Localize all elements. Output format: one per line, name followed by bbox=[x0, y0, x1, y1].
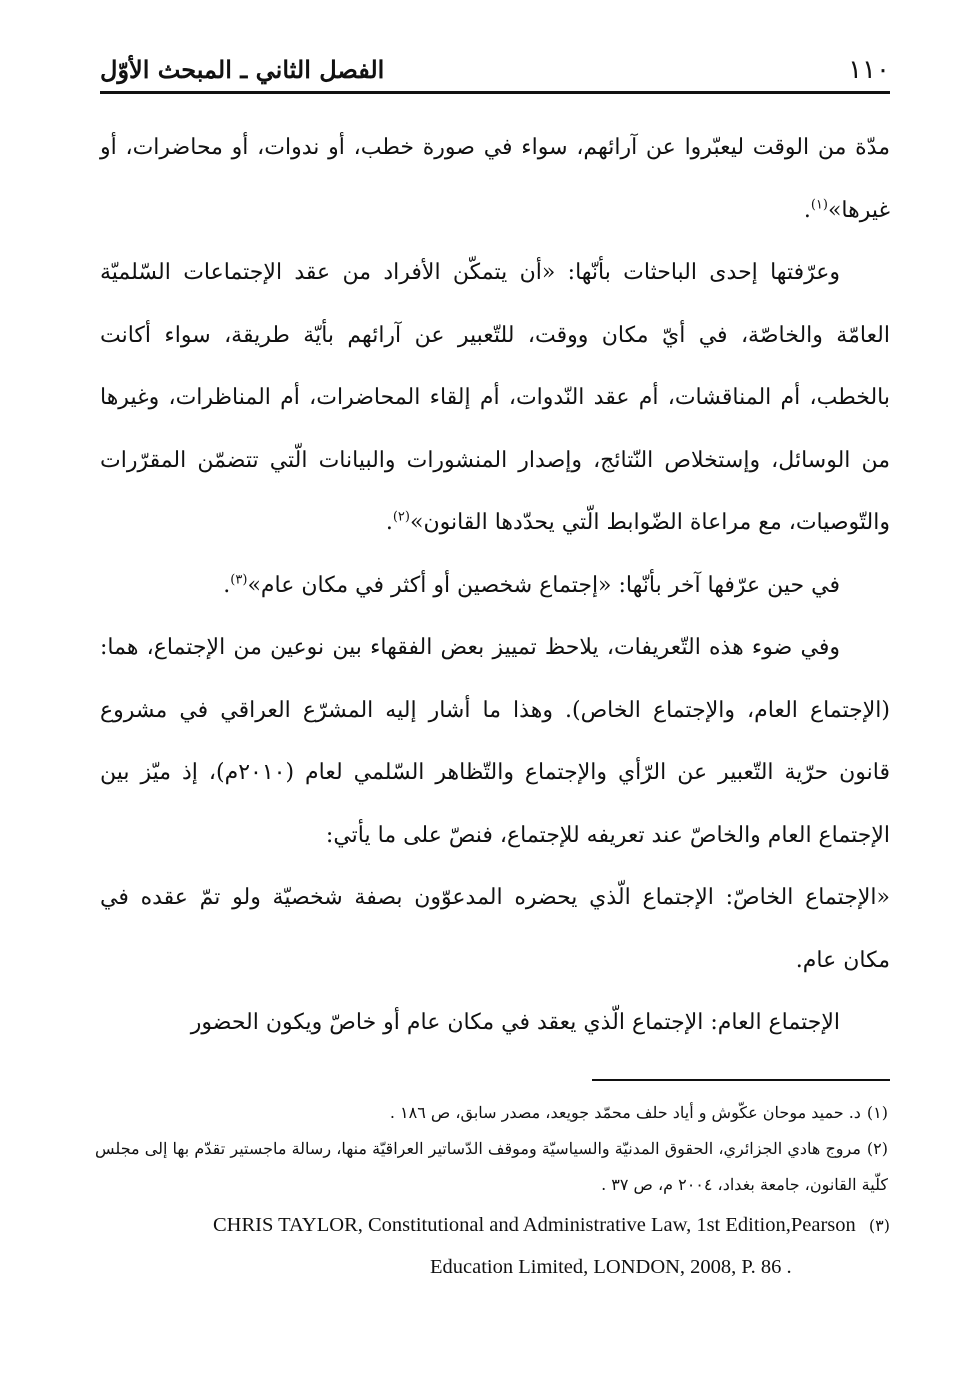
footnote-1-number: (١) bbox=[866, 1103, 888, 1122]
paragraph-1-end: . bbox=[803, 197, 811, 223]
footnote-ref-2: (٢) bbox=[392, 509, 410, 525]
main-text bbox=[100, 117, 890, 1055]
paragraph-6: الإجتماع العام: الإجتماع الّذي يعقد في مكان عام أو خاصّ ويكون الحضور bbox=[190, 1010, 840, 1035]
footnote-3-line-2: Education Limited, LONDON, 2008, P. 86 . bbox=[430, 1256, 792, 1278]
paragraph-4: وفي ضوء هذه التّعريفات، يلاحظ تمييز بعض الفقهاء بين نوعين من الإجتماع، هما: (الإجتماع العام، والإجتماع الخاص). وهذا ما أشار إليه المشرّع العراقي في مشروع قانون حرّية التّعبير عن الرّأي والإجتماع والتّظاهر السّلمي لعام (٢٠١٠م)، إذ ميّز بين الإجتماع العام والخاصّ عند تعريفه للإجتماع، فنصّ على ما يأتي: bbox=[100, 635, 891, 848]
footnote-3-line-1-text: CHRIS TAYLOR, Constitutional and Administrative Law, 1st Edition,Pearson bbox=[213, 1214, 856, 1236]
paragraph-2-text: وعرّفتها إحدى الباحثات بأنّها: «أن يتمكّن الأفراد من عقد الإجتماعات السّلميّة العامّة والخاصّة، في أيّ مكان ووقت، للتّعبير عن آرائهم بأيّة طريقة، سواء أكانت بالخطب، أم المناقشات، أم عقد النّدوات، أم إلقاء المحاضرات، أم المناظرات، وغيرها من الوسائل، وإستخلاص النّتائج، وإصدار المنشورات والبيانات الّتي تتضمّن المقرّرات والتّوصيات، مع مراعاة الضّوابط الّتي يحدّدها القانون» bbox=[100, 260, 890, 535]
footnote-3 bbox=[95, 1205, 890, 1293]
footnote-2-number: (٢) bbox=[866, 1139, 888, 1158]
paragraph-3-text: في حين عرّفها آخر بأنّها: «إجتماع شخصين أو أكثر في مكان عام» bbox=[247, 572, 840, 598]
footnote-3-number: (٣) bbox=[868, 1216, 890, 1235]
paragraph-1 bbox=[100, 117, 890, 242]
footnote-ref-3: (٣) bbox=[230, 572, 248, 588]
footnotes bbox=[95, 1095, 890, 1293]
paragraph-3 bbox=[100, 555, 890, 618]
header-divider bbox=[100, 91, 890, 94]
paragraph-2 bbox=[100, 242, 890, 555]
page-header bbox=[100, 52, 890, 92]
page-number: ١١٠ bbox=[848, 55, 890, 85]
footnote-1 bbox=[95, 1095, 890, 1131]
paragraph-3-end: . bbox=[223, 572, 231, 598]
footnote-3-line-1 bbox=[213, 1205, 890, 1246]
paragraph-1-text: مدّة من الوقت ليعبّروا عن آرائهم، سواء في صورة خطب، أو ندوات، أو محاضرات، أو غيرها» bbox=[100, 135, 890, 223]
footnote-2-text: مروج هادي الجزائري، الحقوق المدنيّة والسياسيّة وموقف الدّساتير العراقيّة منها، رسالة ماجستير تقدّم بها إلى مجلس كلّية القانون، جامعة بغداد، ٢٠٠٤ م، ص ٣٧ . bbox=[95, 1139, 888, 1194]
chapter-title: الفصل الثاني ـ المبحث الأوّل bbox=[100, 55, 385, 84]
footnote-1-text: د. حميد موحان عكّوش و أياد حلف محمّد جويعد، مصدر سابق، ص ١٨٦ . bbox=[389, 1103, 861, 1122]
paragraph-5: «الإجتماع الخاصّ: الإجتماع الّذي يحضره المدعوّون بصفة شخصيّة ولو تمّ عقده في مكان عام. bbox=[100, 885, 890, 973]
footnote-2 bbox=[95, 1131, 890, 1203]
footnote-ref-1: (١) bbox=[810, 197, 828, 213]
paragraph-2-end: . bbox=[385, 510, 393, 535]
footnote-divider bbox=[592, 1079, 890, 1081]
